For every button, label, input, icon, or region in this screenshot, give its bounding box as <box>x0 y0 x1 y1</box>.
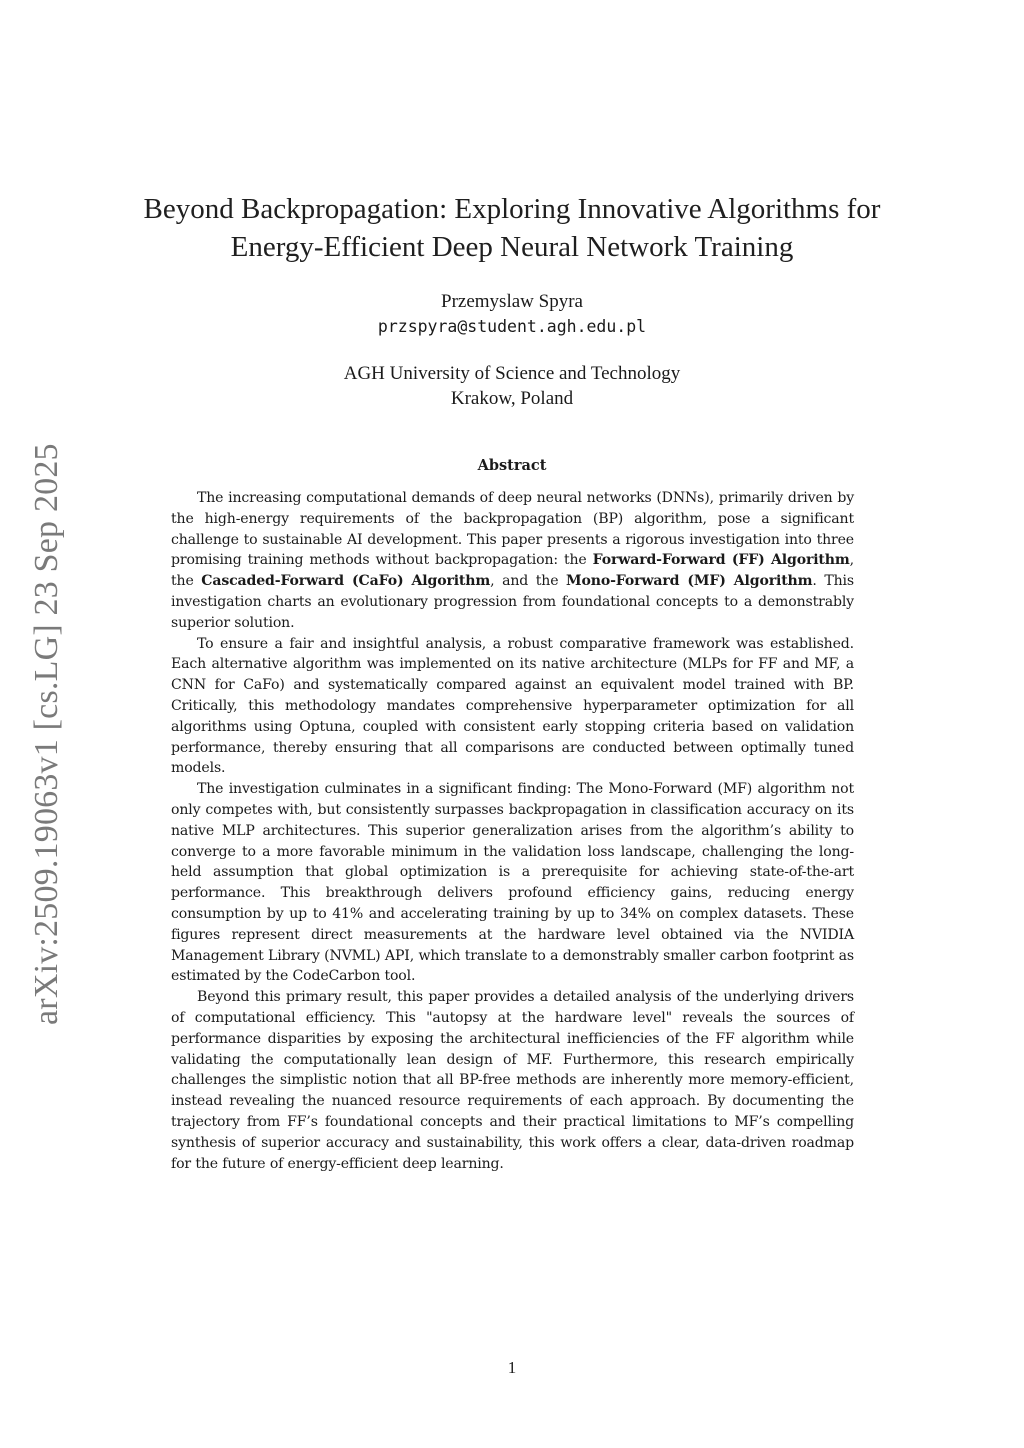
abstract-paragraph-1 <box>171 488 854 634</box>
author-block <box>200 289 824 339</box>
paper-title-line-2: Energy-Efficient Deep Neural Network Training <box>230 231 794 263</box>
abstract-body <box>171 488 854 1174</box>
affiliation-location: Krakow, Poland <box>450 388 574 409</box>
affiliation-block <box>200 361 824 411</box>
author-email: przspyra@student.agh.edu.pl <box>377 317 647 336</box>
abstract-paragraph-3: The investigation culminates in a significant finding: The Mono-Forward (MF) algorithm not only competes with, but consistently surpasses backpropagation in classification accuracy on its native MLP architectures. This superior generalization arises from the algorithm’s ability to converge to a more favorable minimum in the validation loss landscape, challenging the long-held assumption that global optimization is a prerequisite for achieving state-of-the-art performance. This breakthrough delivers profound efficiency gains, reducing energy consumption by up to 41% and accelerating training by up to 34% on complex datasets. These figures represent direct measurements at the hardware level obtained via the NVIDIA Management Library (NVML) API, which translate to a demonstrably smaller carbon footprint as estimated by the CodeCarbon tool. <box>171 781 854 985</box>
abstract-p1-text-b: , the <box>171 552 855 590</box>
abstract-p1-text-d: . This investigation charts an evolutionary progression from foundational concepts to a demonstrably superior solution. <box>171 573 854 631</box>
abstract-p1-mf-term: Mono-Forward (MF) Algorithm <box>566 573 813 590</box>
abstract-p1-text-a: The increasing computational demands of deep neural networks (DNNs), primarily driven by the high-energy requirements of the backpropagation (BP) algorithm, pose a significant challenge to sustainable AI development. This paper presents a rigorous investigation into three promising training methods without backpropagation: the <box>171 490 854 569</box>
paper-title <box>100 190 924 266</box>
paper-title-line-1: Beyond Backpropagation: Exploring Innovative Algorithms for <box>143 193 881 225</box>
page-number: 1 <box>507 1358 517 1377</box>
abstract-paragraph-4: Beyond this primary result, this paper provides a detailed analysis of the underlying drivers of computational efficiency. This "autopsy at the hardware level" reveals the sources of performance disparities by exposing the architectural inefficiencies of the FF algorithm while validating the computationally lean design of MF. Furthermore, this research empirically challenges the simplistic notion that all BP-free methods are inherently more memory-efficient, instead revealing the nuanced resource requirements of each approach. By documenting the trajectory from FF’s foundational concepts and their practical limitations to MF’s compelling synthesis of superior accuracy and sustainability, this work offers a clear, data-driven roadmap for the future of energy-efficient deep learning. <box>171 989 854 1172</box>
author-name: Przemyslaw Spyra <box>441 291 583 312</box>
affiliation-institution: AGH University of Science and Technology <box>343 363 681 384</box>
abstract-paragraph-2: To ensure a fair and insightful analysis, a robust comparative framework was established. Each alternative algorithm was implemented on its native architecture (MLPs for FF and MF, a CNN for CaFo) and systematically compared against an equivalent model trained with BP. Critically, this methodology mandates comprehensive hyperparameter optimization for all algorithms using Optuna, coupled with consistent early stopping criteria based on validation performance, thereby ensuring that all comparisons are conducted between optimally tuned models. <box>171 635 854 777</box>
abstract-heading: Abstract <box>477 457 547 474</box>
abstract-p1-text-c: , and the <box>490 573 567 590</box>
arxiv-identifier-stamp: arXiv:2509.19063v1 [cs.LG] 23 Sep 2025 <box>28 443 65 1025</box>
abstract-p1-cafo-term: Cascaded-Forward (CaFo) Algorithm <box>201 573 491 590</box>
abstract-p1-ff-term: Forward-Forward (FF) Algorithm <box>592 552 850 569</box>
